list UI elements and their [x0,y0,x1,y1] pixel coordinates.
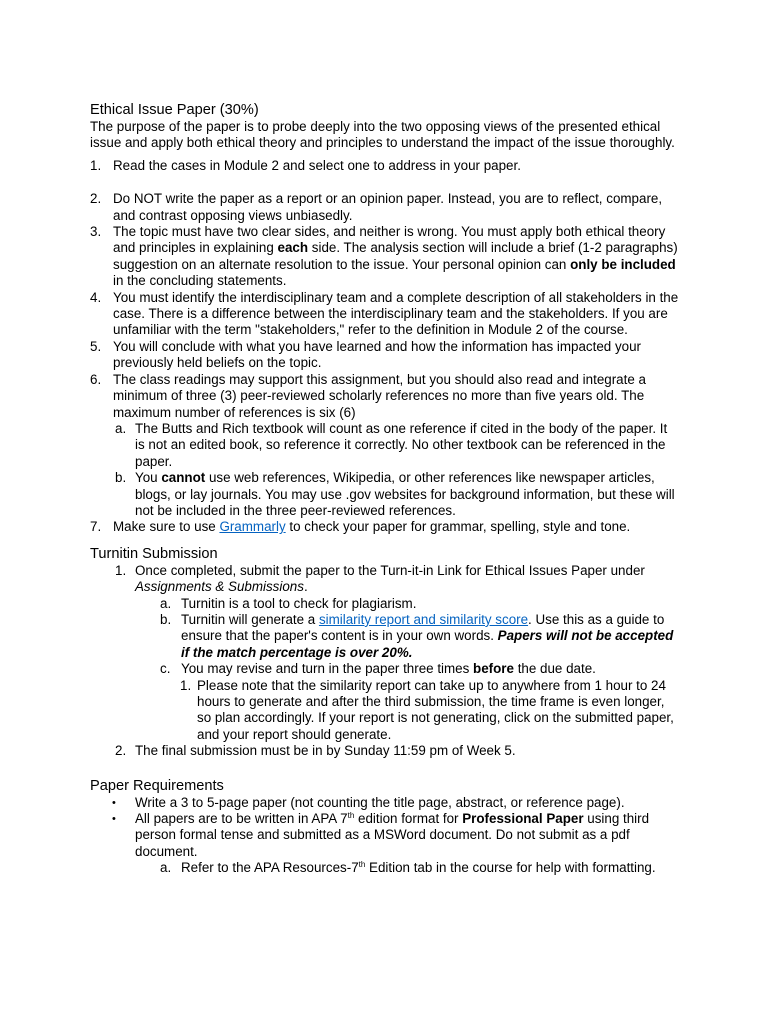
superscript: th [347,811,355,821]
list-item-text: The topic must have two clear sides, and neither is wrong. You must apply both ethical theory and principles in explaining [113,224,666,256]
bold-text: only be included [570,256,676,272]
sub-list-item [90,661,680,677]
grammarly-link[interactable]: Grammarly [219,519,286,535]
list-letter: a. [115,420,127,436]
list-item-text: Turnitin is a tool to check for plagiarism. [181,595,417,611]
list-item-text: The Butts and Rich textbook will count as one reference if cited in the body of the paper. It is not an edited book, so reference it correctly. No other textbook can be referenced in the paper. [135,420,668,469]
list-item-text: Make sure to use [113,519,220,535]
list-item-text: side. The analysis section will include a brief (1-2 paragraphs) suggestion on an alternate resolution to the issue. Your personal opinion can [113,240,678,272]
section-heading-ethical-issue-paper: Ethical Issue Paper (30%) [90,102,259,118]
list-item [90,290,680,339]
list-item-text: Edition tab in the course for help with formatting. [365,860,656,876]
bold-text: before [473,661,514,677]
list-item-text: The class readings may support this assignment, but you should also read and integrate a minimum of three (3) peer-reviewed scholarly references no more than five years old. The maximum number of references is six (6) [113,371,646,420]
sub-sub-list-item [90,678,680,744]
bold-italic-text: Papers will not be accepted if the match percentage is over 20%. [181,628,674,660]
list-item-text: . Use this as a guide to ensure that the paper's content is in your own words. [181,611,665,644]
list-letter: c. [160,661,171,677]
list-letter: a. [160,860,172,876]
list-item [90,339,680,372]
list-number: 4. [90,289,102,305]
sub-list-item [90,860,680,876]
list-number: 1. [180,677,192,693]
list-item [90,743,680,759]
list-number: 1. [90,157,102,173]
bold-text: Professional Paper [462,811,584,827]
list-item-text: Turnitin will generate a [181,611,319,627]
sub-list-item [90,612,680,661]
similarity-report-link[interactable]: similarity report and similarity score [318,611,529,627]
superscript: th [358,860,366,870]
bullet-icon: • [112,813,116,826]
list-item [90,563,680,596]
list-item [90,372,680,421]
list-item [90,519,680,535]
list-number: 2. [90,191,102,207]
bold-text: cannot [161,470,206,486]
list-item-text: Refer to the APA Resources-7 [181,860,359,876]
list-item-text: Write a 3 to 5-page paper (not counting the title page, abstract, or reference page). [135,794,625,810]
sub-list-item [90,421,680,470]
list-letter: b. [160,611,172,627]
list-item-text: You will conclude with what you have learned and how the information has impacted your previously held beliefs on the topic. [113,338,642,371]
list-number: 1. [115,562,127,578]
list-item-text: use web references, Wikipedia, or other references like newspaper articles, blogs, or lay journals. You may use .gov websites for background information, but these will not be included in the three peer-reviewed references. [135,470,675,518]
list-item-text: to check your paper for grammar, spelling, style and tone. [285,519,631,535]
list-letter: b. [115,470,127,486]
list-item-text: You may revise and turn in the paper three times [181,661,474,677]
italic-text: Assignments & Submissions [135,579,304,595]
list-item-text: . [303,579,308,595]
list-number: 3. [90,224,102,240]
list-letter: a. [160,595,172,611]
list-item [90,191,680,224]
section-heading-paper-requirements: Paper Requirements [90,777,224,794]
list-number: 5. [90,338,102,354]
list-number: 7. [90,519,102,535]
list-item-text: Please note that the similarity report can take up to anywhere from 1 hour to 24 hours to generate and after the third submission, the time frame is even longer, so plan accordingly. If your report is not generating, click on the submitted paper, and your report should generate. [197,677,674,742]
bullet-icon: • [112,796,116,809]
list-item [90,158,680,174]
list-item-text: The final submission must be in by Sunday 11:59 pm of Week 5. [135,743,516,759]
list-item-text: the due date. [513,661,596,677]
sub-list-item [90,470,680,519]
list-item [90,224,680,290]
bullet-item [90,811,680,860]
list-item-text: edition format for [354,811,463,827]
list-number: 6. [90,371,102,387]
list-item-text: Once completed, submit the paper to the Turn-it-in Link for Ethical Issues Paper under [135,562,645,578]
list-number: 2. [115,743,127,759]
list-item-text: You must identify the interdisciplinary team and a complete description of all stakeholders in the case. There is a difference between the interdisciplinary team and the stakeholders. If you are unfamiliar with the term "stakeholders," refer to the definition in Module 2 of the course. [113,289,679,338]
list-item-text: Read the cases in Module 2 and select one to address in your paper. [113,157,521,173]
intro-paragraph: The purpose of the paper is to probe deeply into the two opposing views of the presented ethical issue and apply both ethical theory and principles to understand the impact of the issue thoroughly. [90,119,675,151]
sub-list-item [90,596,680,612]
section-heading-turnitin-submission: Turnitin Submission [90,545,218,562]
bold-text: each [277,240,309,256]
list-item-text: using third person formal tense and submitted as a MSWord document. Do not submit as a pdf document. [135,811,650,859]
document-page [90,101,680,877]
list-item-text: Do NOT write the paper as a report or an opinion paper. Instead, you are to reflect, compare, and contrast opposing views unbiasedly. [113,191,663,223]
list-item-text: in the concluding statements. [113,273,287,289]
list-item-text: All papers are to be written in APA 7 [135,811,348,827]
list-item-text: You [135,470,162,486]
bullet-item [90,795,680,811]
